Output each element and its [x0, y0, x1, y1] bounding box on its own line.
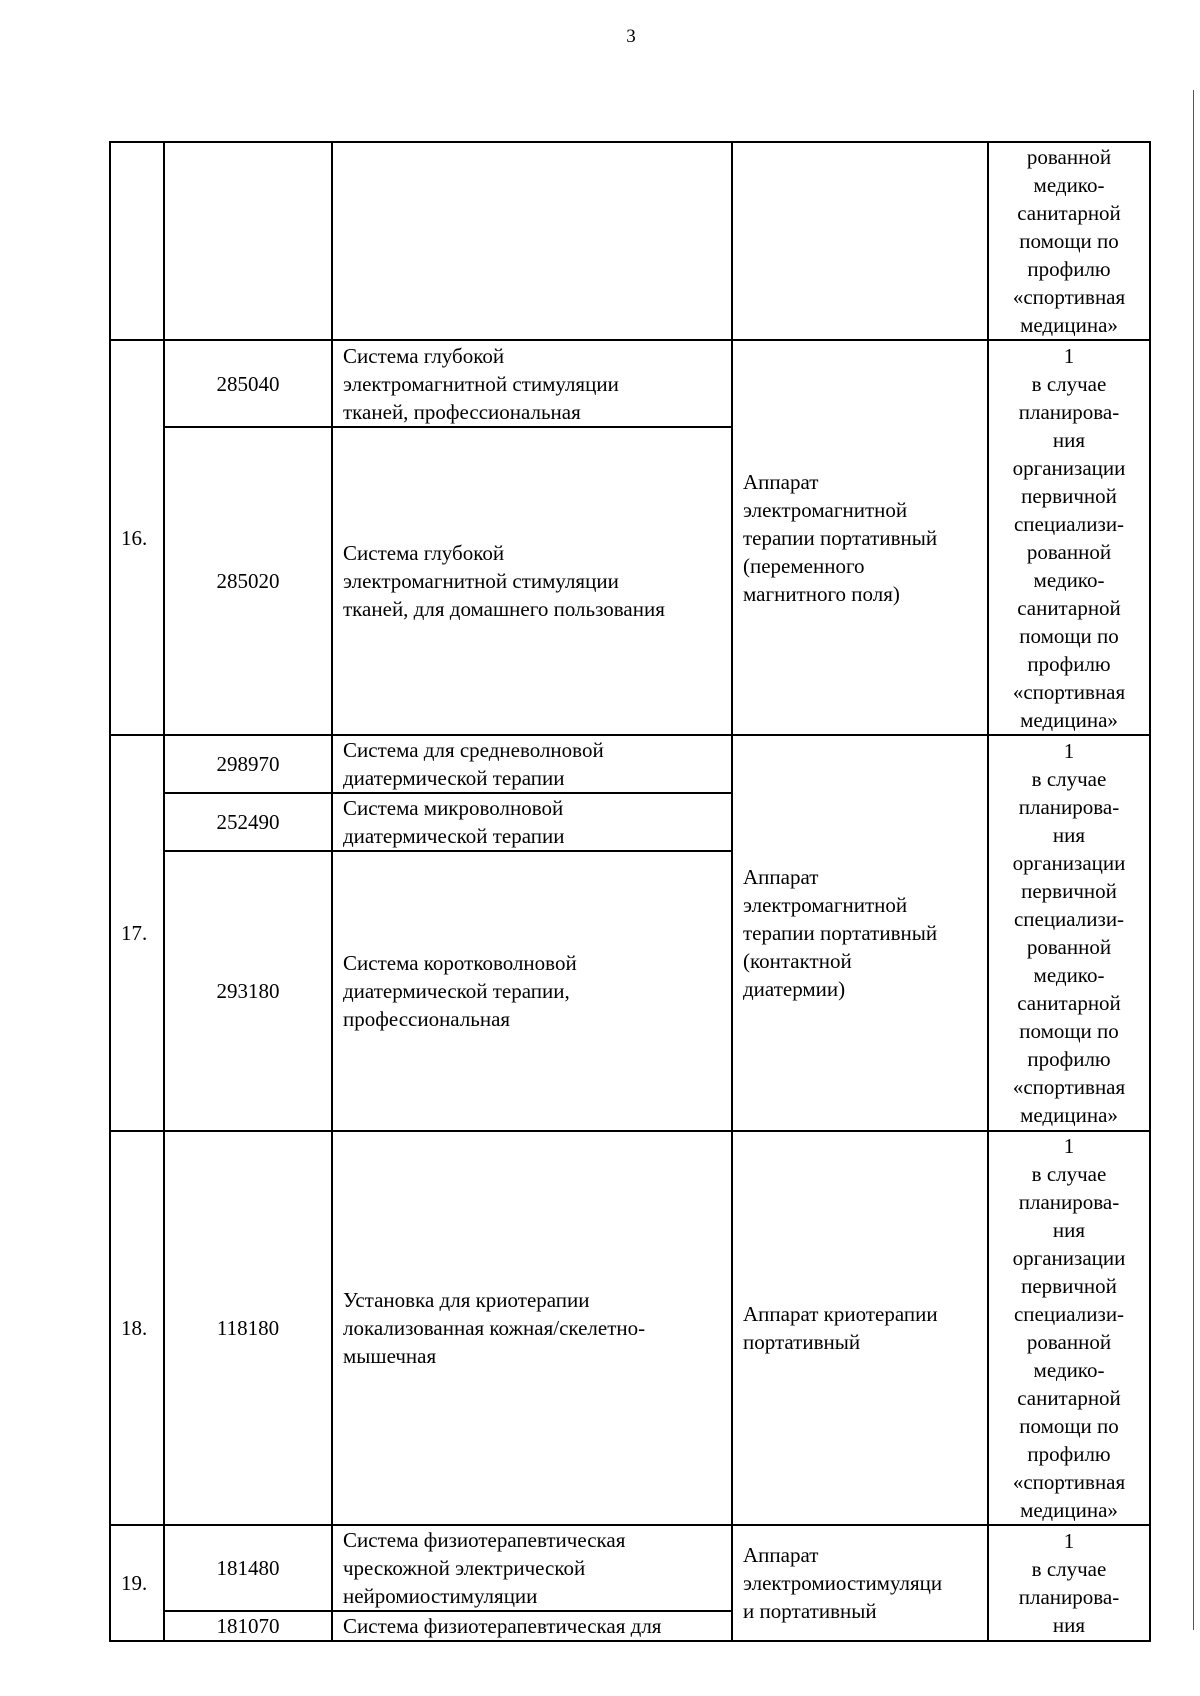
qty-line: планирова-: [1018, 1585, 1120, 1609]
name-line: диатермической терапии: [343, 824, 565, 848]
code-cell: 293180: [164, 851, 332, 1131]
qty-line: первичной: [1021, 1274, 1117, 1298]
qty-line: в случае: [1031, 1162, 1107, 1186]
qty-line: 1: [1063, 1529, 1075, 1553]
device-line: диатермии): [743, 977, 846, 1001]
name-line: тканей, для домашнего пользования: [343, 597, 665, 621]
qty-line: профилю: [1027, 257, 1111, 281]
qty-line: ния: [1052, 1218, 1086, 1242]
number-cell: 16.: [110, 340, 164, 735]
qty-line: медицина»: [1020, 1103, 1118, 1127]
device-line: (контактной: [743, 949, 852, 973]
qty-cell: [988, 142, 1150, 340]
name-line: тканей, профессиональная: [343, 399, 581, 424]
qty-line: «спортивная: [1012, 1075, 1126, 1099]
qty-line: в случае: [1031, 1557, 1107, 1581]
qty-line: «спортивная: [1012, 1470, 1126, 1494]
qty-line: санитарной: [1017, 595, 1121, 620]
device-cell: [732, 1131, 988, 1525]
code-cell: [164, 142, 332, 340]
number-cell: 18.: [110, 1131, 164, 1525]
qty-line: помощи по: [1019, 229, 1119, 253]
qty-line: в случае: [1031, 371, 1107, 396]
name-cell: [332, 1131, 732, 1525]
name-cell: [332, 735, 732, 793]
name-cell: [332, 142, 732, 340]
qty-cell: [988, 1525, 1150, 1641]
qty-line: профилю: [1027, 651, 1111, 676]
code-cell: 118180: [164, 1131, 332, 1525]
equipment-table: [109, 141, 1151, 1642]
scan-edge-line: [1193, 90, 1194, 1630]
qty-line: организации: [1012, 851, 1126, 875]
qty-line: планирова-: [1018, 795, 1120, 819]
qty-line: 1: [1063, 343, 1075, 368]
name-line: Система глубокой: [343, 343, 505, 368]
table-row: [110, 1131, 1150, 1525]
name-cell: [332, 1525, 732, 1611]
device-line: Аппарат: [743, 469, 819, 494]
qty-line: медико-: [1033, 1358, 1105, 1382]
qty-cell: [988, 340, 1150, 735]
device-line: терапии портативный: [743, 525, 938, 550]
device-line: Аппарат: [743, 865, 819, 889]
name-line: Система микроволновой: [343, 796, 564, 820]
qty-line: санитарной: [1017, 201, 1121, 225]
code-cell: 298970: [164, 735, 332, 793]
number-cell: 17.: [110, 735, 164, 1131]
name-line: Система физиотерапевтическая: [343, 1528, 626, 1552]
code-cell: 285020: [164, 427, 332, 735]
qty-line: санитарной: [1017, 991, 1121, 1015]
qty-line: организации: [1012, 455, 1126, 480]
qty-line: рованной: [1026, 145, 1112, 169]
name-line: локализованная кожная/скелетно-: [343, 1316, 646, 1340]
qty-line: «спортивная: [1012, 679, 1126, 704]
device-cell: [732, 340, 988, 735]
name-line: электромагнитной стимуляции: [343, 569, 619, 593]
table-row-continuation: [110, 142, 1150, 340]
qty-line: рованной: [1026, 935, 1112, 959]
qty-line: помощи по: [1019, 623, 1119, 648]
name-cell: [332, 340, 732, 427]
number-cell: [110, 142, 164, 340]
name-line: Система коротковолновой: [343, 951, 577, 975]
qty-line: ния: [1052, 823, 1086, 847]
qty-line: профилю: [1027, 1047, 1111, 1071]
device-line: терапии портативный: [743, 921, 938, 945]
name-line: чрескожной электрической: [343, 1556, 586, 1580]
table-row: [110, 1525, 1150, 1611]
qty-line: специализи-: [1013, 1302, 1125, 1326]
qty-line: медицина»: [1020, 1498, 1118, 1522]
qty-line: помощи по: [1019, 1414, 1119, 1438]
name-line: нейромиостимуляции: [343, 1584, 538, 1608]
device-line: электромиостимуляци: [743, 1571, 943, 1595]
name-line: диатермической терапии,: [343, 979, 570, 1003]
qty-line: рованной: [1026, 1330, 1112, 1354]
number-cell: 19.: [110, 1525, 164, 1641]
qty-line: планирова-: [1018, 1190, 1120, 1214]
qty-cell: [988, 735, 1150, 1131]
name-line: Система глубокой: [343, 541, 505, 565]
name-line: Установка для криотерапии: [343, 1288, 590, 1312]
qty-line: в случае: [1031, 767, 1107, 791]
qty-line: специализи-: [1013, 907, 1125, 931]
device-line: портативный: [743, 1330, 861, 1354]
qty-line: первичной: [1021, 483, 1117, 508]
qty-cell: [988, 1131, 1150, 1525]
device-line: Аппарат: [743, 1543, 819, 1567]
device-line: и портативный: [743, 1599, 877, 1623]
qty-line: планирова-: [1018, 399, 1120, 424]
qty-line: 1: [1063, 739, 1075, 763]
qty-line: медицина»: [1020, 707, 1118, 732]
name-cell: [332, 1611, 732, 1641]
code-cell: 181480: [164, 1525, 332, 1611]
qty-line: первичной: [1021, 879, 1117, 903]
qty-line: организации: [1012, 1246, 1126, 1270]
qty-line: «спортивная: [1012, 285, 1126, 309]
name-line: Система для средневолновой: [343, 738, 604, 762]
name-line: диатермической терапии: [343, 766, 565, 790]
qty-line: помощи по: [1019, 1019, 1119, 1043]
table-row: [110, 735, 1150, 793]
device-cell: [732, 735, 988, 1131]
name-cell: [332, 793, 732, 851]
qty-line: профилю: [1027, 1442, 1111, 1466]
qty-line: рованной: [1026, 539, 1112, 564]
code-cell: 252490: [164, 793, 332, 851]
device-line: (переменного: [743, 553, 865, 578]
code-cell: 181070: [164, 1611, 332, 1641]
name-cell: [332, 427, 732, 735]
qty-line: специализи-: [1013, 511, 1125, 536]
device-cell: [732, 1525, 988, 1641]
device-line: электромагнитной: [743, 893, 908, 917]
name-cell: [332, 851, 732, 1131]
qty-line: ния: [1052, 1613, 1086, 1637]
page-number: 3: [626, 26, 636, 47]
device-line: электромагнитной: [743, 497, 908, 522]
name-line: мышечная: [343, 1344, 437, 1368]
qty-line: 1: [1063, 1134, 1075, 1158]
device-line: магнитного поля): [743, 581, 900, 606]
device-cell: [732, 142, 988, 340]
qty-line: медицина»: [1020, 313, 1118, 337]
table-row: [110, 340, 1150, 427]
code-cell: 285040: [164, 340, 332, 427]
name-line: Система физиотерапевтическая для: [343, 1614, 662, 1638]
name-line: электромагнитной стимуляции: [343, 371, 619, 396]
device-line: Аппарат криотерапии: [743, 1302, 938, 1326]
qty-line: санитарной: [1017, 1386, 1121, 1410]
name-line: профессиональная: [343, 1007, 511, 1031]
qty-line: медико-: [1033, 963, 1105, 987]
qty-line: медико-: [1033, 567, 1105, 592]
qty-line: медико-: [1033, 173, 1105, 197]
qty-line: ния: [1052, 427, 1086, 452]
